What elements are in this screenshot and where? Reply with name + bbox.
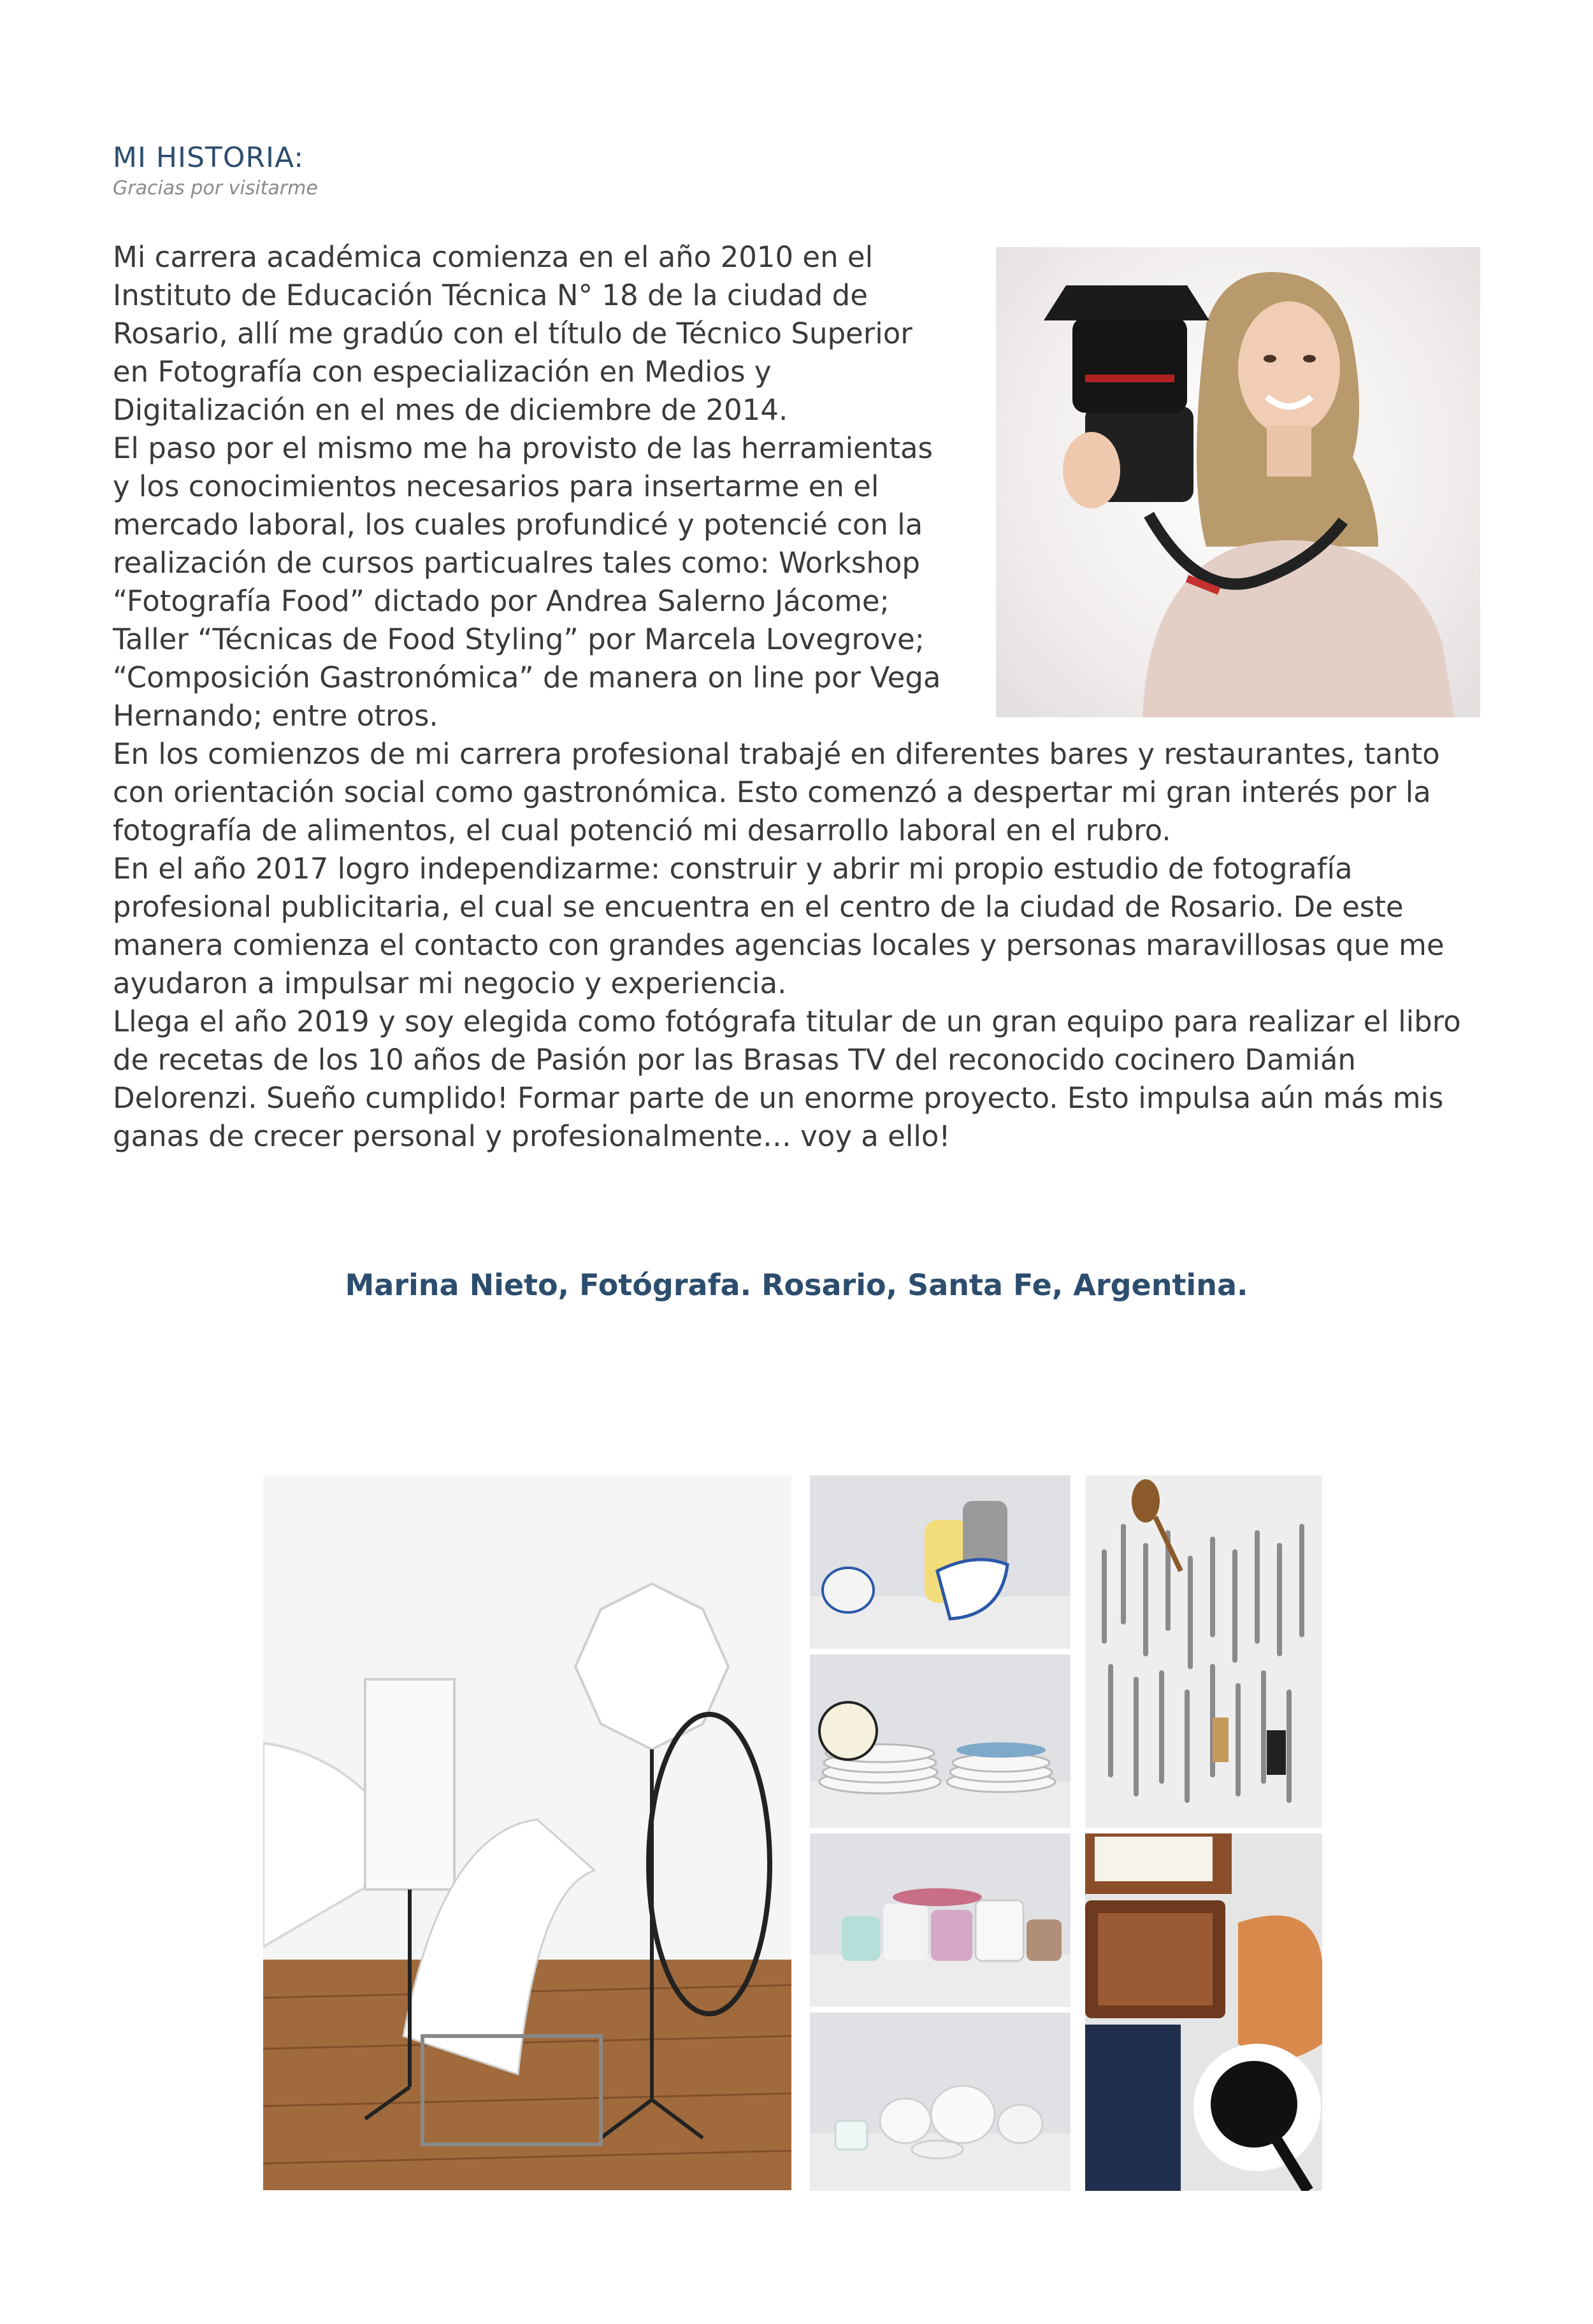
cutlery-photo: [1085, 1475, 1322, 1828]
story-paragraph: Mi carrera académica comienza en el año 2010 en el Instituto de Educación Técnica N° 18 de la ciudad de Rosario, allí me gradúo con el título de Técnico Superior en Fotografía con especialización en Medios y Digitalización en el mes de diciembre de 2014.: [113, 240, 912, 427]
bowls-photo: [810, 1833, 1070, 2007]
story-paragraph: El paso por el mismo me ha provisto de las herramientas y los conocimientos necesarios para insertarme en el mercado laboral, los cuales profundicé y potencié con la realización de cursos particualres tales como: Workshop “Fotografía Food” dictado por Andrea Salerno Jácome; Taller “Técnicas de Food Styling” por Marcela Lovegrove; “Composición Gastronómica” de manera on line por Vega Hernando; entre otros.: [113, 431, 941, 733]
story-paragraph: En los comienzos de mi carrera profesional trabajé en diferentes bares y restaurantes, tanto con orientación social como gastronómica. Esto comenzó a despertar mi gran interés por la fotografía de alimentos, el cual potenció mi desarrollo laboral en el rubro.: [113, 737, 1440, 847]
teaware-photo: [810, 2012, 1070, 2191]
story-text: [113, 238, 1476, 1156]
signature: Marina Nieto, Fotógrafa. Rosario, Santa Fe, Argentina.: [345, 1268, 1248, 1302]
page-title: MI HISTORIA:: [113, 141, 305, 174]
pitchers-photo: [810, 1475, 1070, 1649]
portrait-photo: [996, 247, 1480, 717]
studio-photo: [263, 1475, 791, 2190]
page-subtitle: Gracias por visitarme: [113, 177, 318, 199]
story-paragraph: Llega el año 2019 y soy elegida como fotógrafa titular de un gran equipo para realizar el libro de recetas de los 10 años de Pasión por las Brasas TV del reconocido cocinero Damián Delorenzi. Sueño cumplido! Formar parte de un enorme proyecto. Esto impulsa aún más mis ganas de crecer personal y profesionalmente… voy a ello!: [113, 1005, 1461, 1153]
boards-photo: [1085, 1833, 1322, 2191]
story-paragraph: En el año 2017 logro independizarme: construir y abrir mi propio estudio de fotografía profesional publicitaria, el cual se encuentra en el centro de la ciudad de Rosario. De este manera comienza el contacto con grandes agencias locales y personas maravillosas que me ayudaron a impulsar mi negocio y experiencia.: [113, 852, 1445, 1000]
plates-photo: [810, 1654, 1070, 1828]
